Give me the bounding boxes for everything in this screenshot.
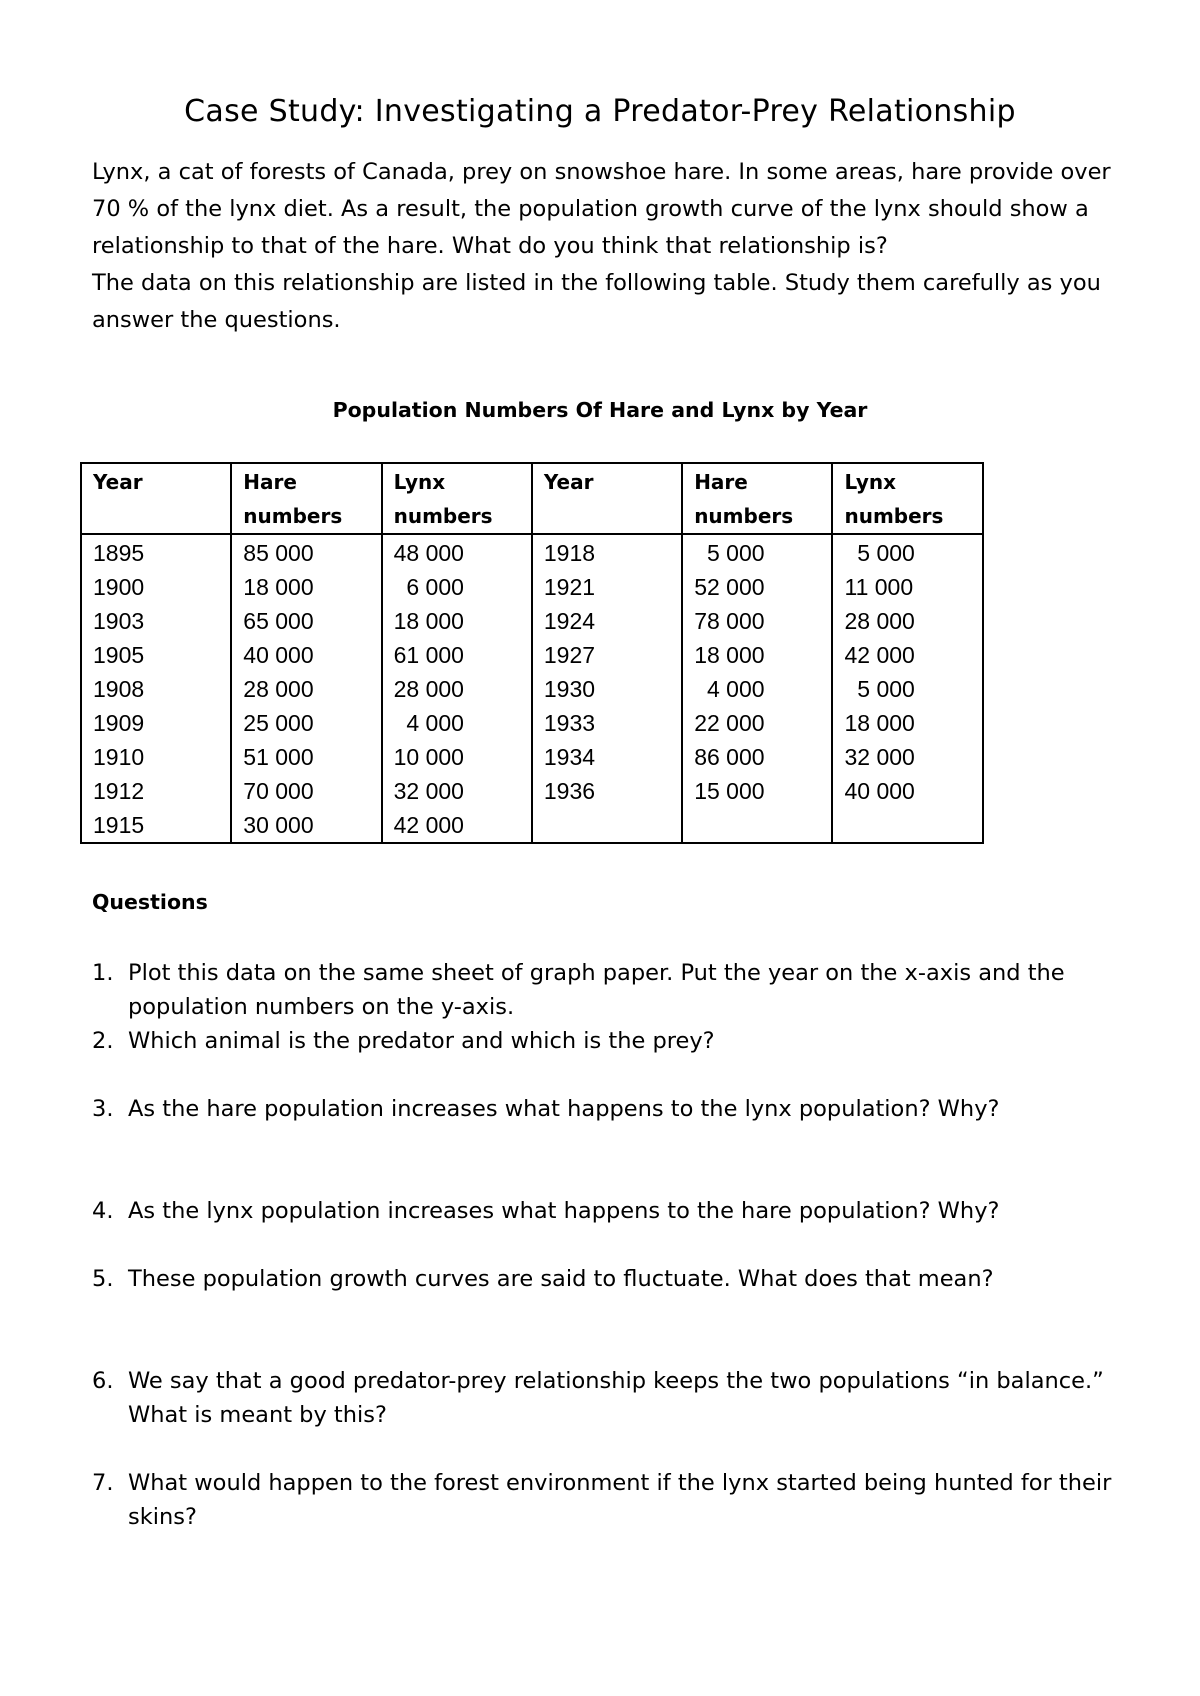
hare-cell: 4 000 bbox=[694, 676, 765, 702]
year-cell: 1918 bbox=[543, 540, 596, 566]
year-cell: 1903 bbox=[93, 608, 145, 634]
question-text: As the lynx population increases what happens to the hare population? Why? bbox=[128, 1198, 1000, 1224]
header-hare-left: Hare numbers bbox=[231, 463, 381, 534]
question-number: 4. bbox=[92, 1198, 114, 1224]
lynx-cell: 28 000 bbox=[844, 608, 915, 634]
lynx-cell: 10 000 bbox=[393, 744, 464, 770]
question-item bbox=[92, 1194, 1112, 1228]
question-item bbox=[92, 1092, 1112, 1126]
hare-cell: 25 000 bbox=[243, 710, 314, 736]
header-year-left: Year bbox=[81, 463, 231, 534]
header-lynx-left: Lynx numbers bbox=[382, 463, 532, 534]
year-column-right bbox=[532, 534, 682, 843]
lynx-cell: 11 000 bbox=[844, 574, 914, 600]
question-item bbox=[92, 1262, 1112, 1296]
year-cell: 1915 bbox=[93, 812, 145, 838]
question-number: 3. bbox=[92, 1096, 114, 1122]
hare-column-right bbox=[682, 534, 832, 843]
year-cell: 1900 bbox=[93, 574, 145, 600]
table-body-row bbox=[81, 534, 983, 843]
lynx-cell: 61 000 bbox=[393, 642, 464, 668]
lynx-column-right bbox=[832, 534, 982, 843]
question-text: Which animal is the predator and which is the prey? bbox=[128, 1028, 715, 1054]
question-text: What would happen to the forest environment if the lynx started being hunted for their skins? bbox=[128, 1470, 1112, 1530]
lynx-cell: 32 000 bbox=[844, 744, 915, 770]
year-column-left bbox=[81, 534, 231, 843]
hare-cell: 18 000 bbox=[694, 642, 765, 668]
year-cell: 1908 bbox=[93, 676, 145, 702]
questions-heading: Questions bbox=[92, 890, 208, 914]
question-text: These population growth curves are said to fluctuate. What does that mean? bbox=[128, 1266, 994, 1292]
lynx-cell: 42 000 bbox=[393, 812, 464, 838]
lynx-cell: 18 000 bbox=[844, 710, 915, 736]
lynx-cell: 5 000 bbox=[844, 676, 915, 702]
lynx-cell: 18 000 bbox=[393, 608, 464, 634]
question-item bbox=[92, 1024, 1112, 1058]
question-text: As the hare population increases what happens to the lynx population? Why? bbox=[128, 1096, 1000, 1122]
intro-text bbox=[92, 154, 1112, 339]
question-number: 7. bbox=[92, 1470, 114, 1496]
year-cell: 1909 bbox=[93, 710, 145, 736]
lynx-cell: 5 000 bbox=[844, 540, 915, 566]
lynx-cell: 28 000 bbox=[393, 676, 464, 702]
lynx-cell: 48 000 bbox=[393, 540, 464, 566]
question-item bbox=[92, 1466, 1112, 1534]
question-number: 5. bbox=[92, 1266, 114, 1292]
lynx-column-left bbox=[382, 534, 532, 843]
lynx-cell: 6 000 bbox=[393, 574, 464, 600]
lynx-cell: 32 000 bbox=[393, 778, 464, 804]
hare-cell: 15 000 bbox=[694, 778, 765, 804]
year-cell: 1934 bbox=[543, 744, 596, 770]
year-cell: 1933 bbox=[543, 710, 596, 736]
year-cell: 1905 bbox=[93, 642, 145, 668]
hare-cell: 86 000 bbox=[694, 744, 765, 770]
questions-list bbox=[92, 956, 1112, 1534]
question-number: 1. bbox=[92, 960, 114, 986]
question-number: 6. bbox=[92, 1368, 114, 1394]
hare-cell: 18 000 bbox=[243, 574, 314, 600]
hare-cell: 5 000 bbox=[694, 540, 765, 566]
header-year-right: Year bbox=[532, 463, 682, 534]
year-cell: 1924 bbox=[543, 608, 596, 634]
hare-column-left bbox=[231, 534, 381, 843]
question-item bbox=[92, 1364, 1112, 1432]
lynx-cell: 4 000 bbox=[393, 710, 464, 736]
question-text: We say that a good predator-prey relationship keeps the two populations “in balance.” What is meant by this? bbox=[128, 1368, 1104, 1428]
question-number: 2. bbox=[92, 1028, 114, 1054]
hare-cell: 28 000 bbox=[243, 676, 314, 702]
year-cell: 1927 bbox=[543, 642, 596, 668]
lynx-cell: 42 000 bbox=[844, 642, 915, 668]
question-text: Plot this data on the same sheet of graph paper. Put the year on the x-axis and the population numbers on the y-axis. bbox=[128, 960, 1065, 1020]
header-lynx-right: Lynx numbers bbox=[832, 463, 982, 534]
year-cell: 1921 bbox=[543, 574, 596, 600]
hare-cell: 85 000 bbox=[243, 540, 314, 566]
year-cell: 1912 bbox=[93, 778, 145, 804]
intro-paragraph-1: Lynx, a cat of forests of Canada, prey on snowshoe hare. In some areas, hare provide over 70 % of the lynx diet. As a result, the population growth curve of the lynx should show a relationship to that of the hare. What do you think that relationship is? bbox=[92, 159, 1111, 259]
intro-paragraph-2: The data on this relationship are listed in the following table. Study them carefully as you answer the questions. bbox=[92, 270, 1101, 333]
header-hare-right: Hare numbers bbox=[682, 463, 832, 534]
hare-cell: 22 000 bbox=[694, 710, 765, 736]
hare-cell: 30 000 bbox=[243, 812, 314, 838]
lynx-cell: 40 000 bbox=[844, 778, 915, 804]
question-item bbox=[92, 956, 1112, 1024]
hare-cell: 65 000 bbox=[243, 608, 314, 634]
table-caption: Population Numbers Of Hare and Lynx by Year bbox=[332, 398, 868, 422]
population-table bbox=[80, 462, 984, 844]
year-cell: 1895 bbox=[93, 540, 145, 566]
year-cell: 1910 bbox=[93, 744, 145, 770]
year-cell: 1936 bbox=[543, 778, 596, 804]
table-header-row bbox=[81, 463, 983, 534]
hare-cell: 51 000 bbox=[243, 744, 314, 770]
hare-cell: 70 000 bbox=[243, 778, 314, 804]
hare-cell: 40 000 bbox=[243, 642, 314, 668]
year-cell: 1930 bbox=[543, 676, 596, 702]
hare-cell: 52 000 bbox=[694, 574, 765, 600]
hare-cell: 78 000 bbox=[694, 608, 765, 634]
page-title: Case Study: Investigating a Predator-Prey Relationship bbox=[184, 94, 1016, 130]
